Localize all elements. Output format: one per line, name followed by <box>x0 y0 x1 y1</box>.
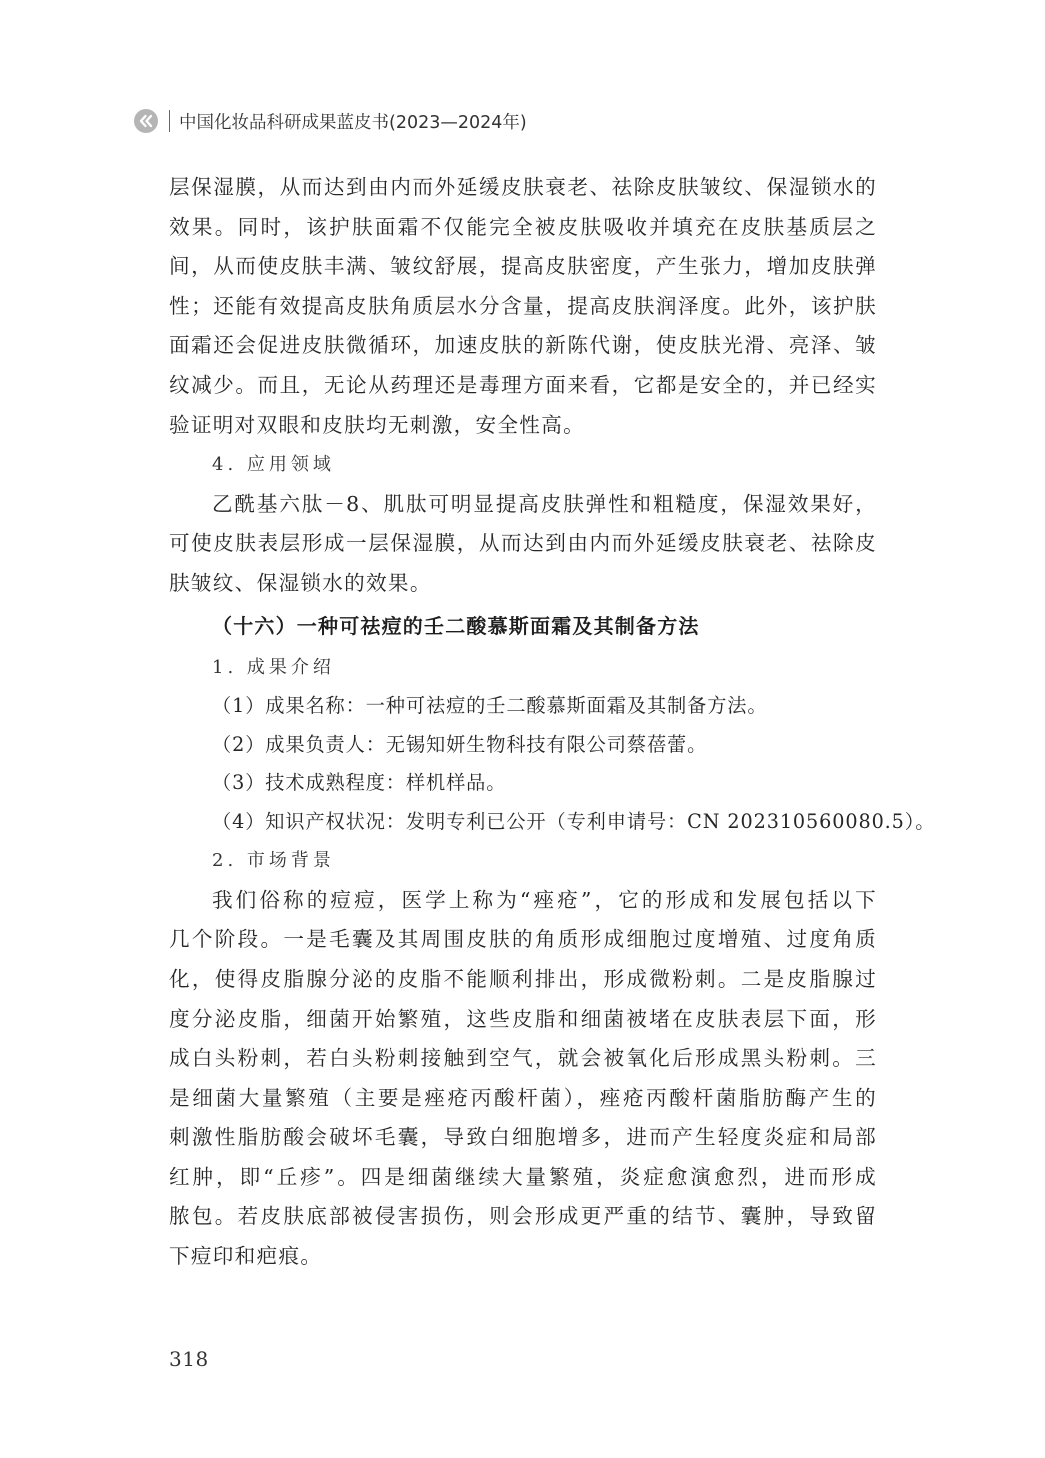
text-line: 纹减少。而且，无论从药理还是毒理方面来看，它都是安全的，并已经实 <box>169 372 877 397</box>
text-line: 几个阶段。一是毛囊及其周围皮肤的角质形成细胞过度增殖、过度角质 <box>169 927 877 952</box>
text-line: 验证明对双眼和皮肤均无刺激，安全性高。 <box>169 412 585 437</box>
list-item: （2）成果负责人：无锡知妍生物科技有限公司蔡蓓蕾。 <box>212 732 708 756</box>
text-line: 我们俗称的痘痘，医学上称为“痤疮”，它的形成和发展包括以下 <box>212 887 877 912</box>
text-line: 肤皱纹、保湿锁水的效果。 <box>169 570 432 595</box>
text-line: 脓包。若皮肤底部被侵害损伤，则会形成更严重的结节、囊肿，导致留 <box>169 1204 877 1229</box>
list-item: （3）技术成熟程度：样机样品。 <box>212 771 507 795</box>
text-line: 性；还能有效提高皮肤角质层水分含量，提高皮肤润泽度。此外，该护肤 <box>169 293 877 318</box>
header-divider <box>169 110 170 132</box>
book-title: 中国化妆品科研成果蓝皮书(2023—2024年) <box>179 112 527 133</box>
paragraph-efficacy <box>169 168 877 445</box>
page-body <box>169 168 936 1277</box>
text-line: 间，从而使皮肤丰满、皱纹舒展，提高皮肤密度，产生张力，增加皮肤弹 <box>169 254 877 279</box>
text-line: 面霜还会促进皮肤微循环，加速皮肤的新陈代谢，使皮肤光滑、亮泽、皱 <box>169 333 877 358</box>
text-line: 层保湿膜，从而达到由内而外延缓皮肤衰老、祛除皮肤皱纹、保湿锁水的 <box>169 175 877 199</box>
text-line: 刺激性脂肪酸会破坏毛囊，导致白细胞增多，进而产生轻度炎症和局部 <box>169 1125 877 1150</box>
text-line: 红肿，即“丘疹”。四是细菌继续大量繁殖，炎症愈演愈烈，进而形成 <box>169 1164 877 1189</box>
text-line: 成白头粉刺，若白头粉刺接触到空气，就会被氧化后形成黑头粉刺。三 <box>169 1046 877 1071</box>
list-item: （4）知识产权状况：发明专利已公开（专利申请号：CN 202310560080.5）。 <box>212 809 936 833</box>
text-line: 下痘印和疤痕。 <box>169 1244 323 1269</box>
section-heading: （十六）一种可祛痘的壬二酸慕斯面霜及其制备方法 <box>212 613 700 638</box>
text-line: 化，使得皮脂腺分泌的皮脂不能顺利排出，形成微粉刺。二是皮脂腺过 <box>169 966 877 991</box>
text-line: 度分泌皮脂，细菌开始繁殖，这些皮脂和细菌被堵在皮肤表层下面，形 <box>169 1006 877 1031</box>
text-line: 是细菌大量繁殖（主要是痤疮丙酸杆菌），痤疮丙酸杆菌脂肪酶产生的 <box>169 1085 877 1110</box>
paragraph-application <box>169 485 877 604</box>
page-number: 318 <box>169 1347 209 1371</box>
text-line: 效果。同时，该护肤面霜不仅能完全被皮肤吸收并填充在皮肤基质层之 <box>169 214 877 239</box>
running-header <box>134 106 527 136</box>
double-chevron-left-icon <box>134 109 158 133</box>
text-line: 乙酰基六肽－8、肌肽可明显提高皮肤弹性和粗糙度，保湿效果好， <box>212 491 877 516</box>
subheading-application: 4. 应用领域 <box>212 454 335 476</box>
subheading-introduction: 1. 成果介绍 <box>212 656 335 678</box>
list-item: （1）成果名称：一种可祛痘的壬二酸慕斯面霜及其制备方法。 <box>212 694 768 718</box>
subheading-market: 2. 市场背景 <box>212 850 335 872</box>
text-line: 可使皮肤表层形成一层保湿膜，从而达到由内而外延缓皮肤衰老、祛除皮 <box>169 531 877 556</box>
paragraph-market <box>169 881 877 1277</box>
